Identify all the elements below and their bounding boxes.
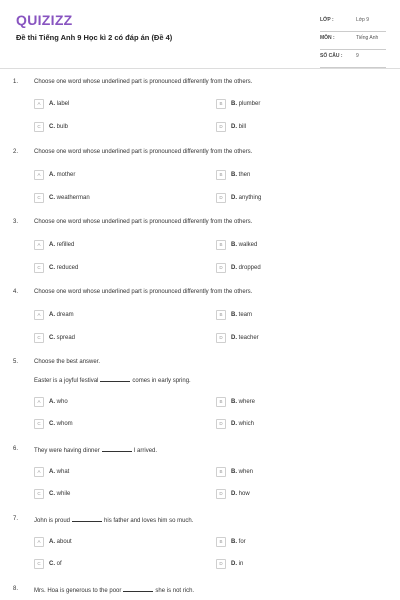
option-box: A bbox=[34, 99, 44, 109]
meta-row-subject bbox=[320, 32, 386, 50]
option-a[interactable]: A A. mother bbox=[34, 170, 75, 180]
option-text: dream bbox=[56, 312, 74, 318]
question-text: Choose one word whose underlined part is pronounced differently from the others. bbox=[34, 219, 253, 225]
option-d[interactable]: D D. in bbox=[216, 559, 243, 569]
question-text: Mrs. Hoa is generous to the poor she is not rich. bbox=[34, 588, 195, 594]
option-text: dropped bbox=[238, 265, 261, 271]
option-a[interactable]: A A. who bbox=[34, 397, 68, 407]
quizizz-logo: QUIZIZZ bbox=[16, 12, 73, 28]
option-box: D bbox=[216, 489, 226, 499]
meta-row-class bbox=[320, 14, 386, 32]
option-text: bill bbox=[238, 124, 247, 130]
option-text: spread bbox=[56, 335, 76, 341]
option-b[interactable]: B B. for bbox=[216, 537, 246, 547]
option-box: D bbox=[216, 263, 226, 273]
option-box: B bbox=[216, 310, 226, 320]
option-b[interactable]: B B. where bbox=[216, 397, 255, 407]
option-box: A bbox=[34, 170, 44, 180]
option-box: C bbox=[34, 263, 44, 273]
question-text: John is proud his father and loves him so much. bbox=[34, 518, 194, 524]
option-box: B bbox=[216, 170, 226, 180]
option-text: weatherman bbox=[56, 195, 90, 201]
option-d[interactable]: D D. how bbox=[216, 489, 250, 499]
option-text: refilled bbox=[56, 242, 75, 248]
question-number: 6. bbox=[13, 446, 19, 452]
question-stem: Easter is a joyful festival comes in early spring. bbox=[34, 378, 191, 384]
option-box: D bbox=[216, 419, 226, 429]
option-b[interactable]: B B. when bbox=[216, 467, 253, 477]
option-text: how bbox=[238, 491, 250, 497]
option-a[interactable]: A A. dream bbox=[34, 310, 74, 320]
option-box: A bbox=[34, 240, 44, 250]
page-title: Đề thi Tiếng Anh 9 Học kì 2 có đáp án (Đề 4) bbox=[16, 33, 173, 42]
option-text: mother bbox=[56, 172, 76, 178]
option-b[interactable]: B B. team bbox=[216, 310, 252, 320]
meta-key: SỐ CÂU : bbox=[320, 53, 343, 59]
answer-blank bbox=[100, 376, 130, 382]
option-text: bulb bbox=[56, 124, 69, 130]
worksheet-header bbox=[0, 0, 400, 70]
option-box: C bbox=[34, 333, 44, 343]
option-box: D bbox=[216, 193, 226, 203]
option-a[interactable]: A A. label bbox=[34, 99, 69, 109]
option-c[interactable]: C C. while bbox=[34, 489, 70, 499]
question-number: 4. bbox=[13, 289, 19, 295]
option-text: whom bbox=[56, 421, 73, 427]
question-text: They were having dinner I arrived. bbox=[34, 448, 158, 454]
option-a[interactable]: A A. about bbox=[34, 537, 72, 547]
meta-value: 9 bbox=[356, 53, 359, 59]
option-box: B bbox=[216, 467, 226, 477]
option-text: walked bbox=[238, 242, 258, 248]
option-box: B bbox=[216, 537, 226, 547]
option-a[interactable]: A A. refilled bbox=[34, 240, 74, 250]
option-box: D bbox=[216, 559, 226, 569]
option-text: for bbox=[238, 539, 246, 545]
question-number: 8. bbox=[13, 586, 19, 592]
meta-key: MÔN : bbox=[320, 35, 335, 41]
option-d[interactable]: D D. anything bbox=[216, 193, 261, 203]
question-text: Choose one word whose underlined part is pronounced differently from the others. bbox=[34, 149, 253, 155]
option-b[interactable]: B B. plumber bbox=[216, 99, 260, 109]
option-c[interactable]: C C. of bbox=[34, 559, 62, 569]
question-text: Choose one word whose underlined part is pronounced differently from the others. bbox=[34, 79, 253, 85]
option-text: which bbox=[238, 421, 255, 427]
option-text: in bbox=[238, 561, 244, 567]
option-text: who bbox=[56, 399, 68, 405]
option-box: C bbox=[34, 559, 44, 569]
meta-key: LỚP : bbox=[320, 17, 334, 23]
option-text: team bbox=[238, 312, 253, 318]
option-c[interactable]: C C. weatherman bbox=[34, 193, 90, 203]
option-c[interactable]: C C. bulb bbox=[34, 122, 68, 132]
meta-value: Lớp 9 bbox=[356, 17, 370, 23]
question-number: 3. bbox=[13, 219, 19, 225]
option-c[interactable]: C C. spread bbox=[34, 333, 75, 343]
question-text: Choose the best answer. bbox=[34, 359, 101, 365]
option-box: B bbox=[216, 397, 226, 407]
meta-panel bbox=[320, 14, 386, 68]
option-box: C bbox=[34, 489, 44, 499]
option-box: D bbox=[216, 333, 226, 343]
option-text: then bbox=[238, 172, 251, 178]
option-text: plumber bbox=[238, 101, 261, 107]
option-box: A bbox=[34, 537, 44, 547]
option-box: D bbox=[216, 122, 226, 132]
meta-value: Tiếng Anh bbox=[356, 35, 379, 41]
answer-blank bbox=[72, 516, 102, 522]
option-text: about bbox=[56, 539, 72, 545]
question-text: Choose one word whose underlined part is pronounced differently from the others. bbox=[34, 289, 253, 295]
header-divider bbox=[0, 68, 400, 69]
option-text: label bbox=[56, 101, 70, 107]
option-b[interactable]: B B. then bbox=[216, 170, 250, 180]
question-number: 7. bbox=[13, 516, 19, 522]
option-text: reduced bbox=[56, 265, 79, 271]
option-box: B bbox=[216, 99, 226, 109]
option-c[interactable]: C C. whom bbox=[34, 419, 73, 429]
option-c[interactable]: C C. reduced bbox=[34, 263, 78, 273]
option-box: A bbox=[34, 467, 44, 477]
option-b[interactable]: B B. walked bbox=[216, 240, 257, 250]
option-text: when bbox=[238, 469, 254, 475]
option-box: C bbox=[34, 193, 44, 203]
option-d[interactable]: D D. which bbox=[216, 419, 254, 429]
option-text: anything bbox=[238, 195, 262, 201]
option-d[interactable]: D D. teacher bbox=[216, 333, 259, 343]
option-box: A bbox=[34, 397, 44, 407]
option-d[interactable]: D D. bill bbox=[216, 122, 246, 132]
question-number: 1. bbox=[13, 79, 19, 85]
option-d[interactable]: D D. dropped bbox=[216, 263, 261, 273]
option-box: C bbox=[34, 122, 44, 132]
question-number: 2. bbox=[13, 149, 19, 155]
option-box: A bbox=[34, 310, 44, 320]
question-number: 5. bbox=[13, 359, 19, 365]
option-text: of bbox=[56, 561, 62, 567]
option-box: C bbox=[34, 419, 44, 429]
option-a[interactable]: A A. what bbox=[34, 467, 69, 477]
option-text: teacher bbox=[238, 335, 259, 341]
option-text: while bbox=[56, 491, 71, 497]
answer-blank bbox=[123, 586, 153, 592]
option-text: what bbox=[56, 469, 70, 475]
option-box: B bbox=[216, 240, 226, 250]
option-text: where bbox=[238, 399, 256, 405]
meta-row-count bbox=[320, 50, 386, 68]
answer-blank bbox=[102, 446, 132, 452]
